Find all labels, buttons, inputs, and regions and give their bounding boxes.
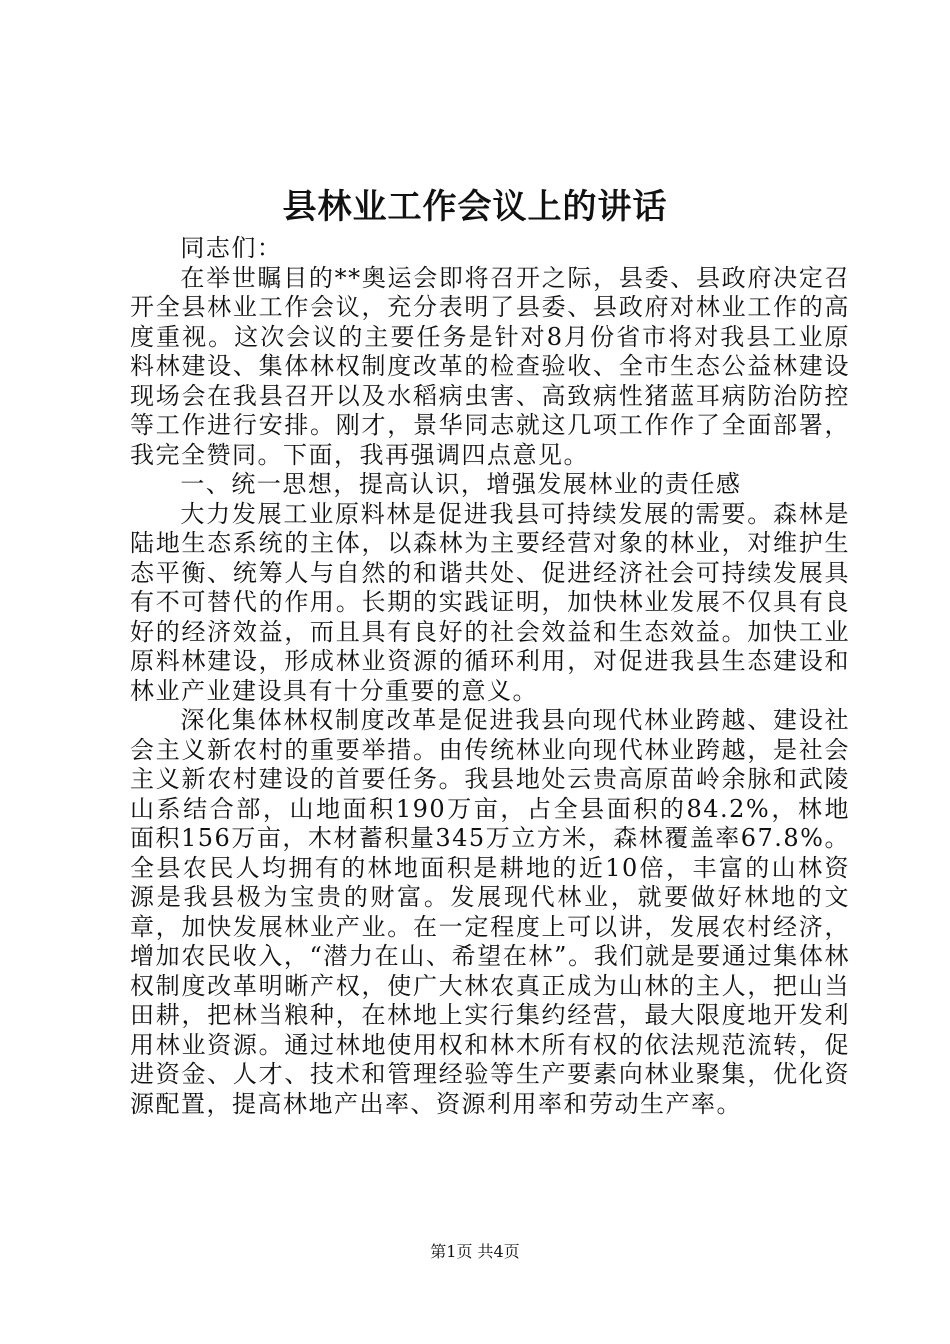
paragraph-forestry-development: 大力发展工业原料林是促进我县可持续发展的需要。森林是陆地生态系统的主体，以森林为主要经营对象的林业，对维护生态平衡、统筹人与自然的和谐共处、促进经济社会可持续发展具有不可替代的作用。长期的实践证明，加快林业发展不仅具有良好的经济效益，而且具有良好的社会效益和生态效益。加快工业原料林建设，形成林业资源的循环利用，对促进我县生态建设和林业产业建设具有十分重要的意义。 <box>130 499 850 705</box>
document-title: 县林业工作会议上的讲话 <box>282 187 668 227</box>
page-number-footer: 第1页 共4页 <box>430 1242 520 1261</box>
paragraph-intro: 在举世瞩目的**奥运会即将召开之际，县委、县政府决定召开全县林业工作会议，充分表明了县委、县政府对林业工作的高度重视。这次会议的主要任务是针对8月份省市将对我县工业原料林建设、集体林权制度改革的检查验收、全市生态公益林建设现场会在我县召开以及水稻病虫害、高致病性猪蓝耳病防治防控等工作进行安排。刚才，景华同志就这几项工作作了全面部署，我完全赞同。下面，我再强调四点意见。 <box>130 263 850 469</box>
paragraph-forest-rights-reform: 深化集体林权制度改革是促进我县向现代林业跨越、建设社会主义新农村的重要举措。由传统林业向现代林业跨越，是社会主义新农村建设的首要任务。我县地处云贵高原苗岭余脉和武陵山系结合部，山地面积190万亩，占全县面积的84.2%，林地面积156万亩，木材蓄积量345万立方米，森林覆盖率67.8%。全县农民人均拥有的林地面积是耕地的近10倍，丰富的山林资源是我县极为宝贵的财富。发展现代林业，就要做好林地的文章，加快发展林业产业。在一定程度上可以讲，发展农村经济，增加农民收入，“潜力在山、希望在林”。我们就是要通过集体林权制度改革明晰产权，使广大林农真正成为山林的主人，把山当田耕，把林当粮种，在林地上实行集约经营，最大限度地开发利用林业资源。通过林地使用权和林木所有权的依法规范流转，促进资金、人才、技术和管理经验等生产要素向林业聚集，优化资源配置，提高林地产出率、资源利用率和劳动生产率。 <box>130 706 850 1118</box>
salutation: 同志们： <box>180 234 283 262</box>
section-heading: 一、统一思想，提高认识，增强发展林业的责任感 <box>180 470 742 498</box>
document-body <box>130 234 850 1119</box>
